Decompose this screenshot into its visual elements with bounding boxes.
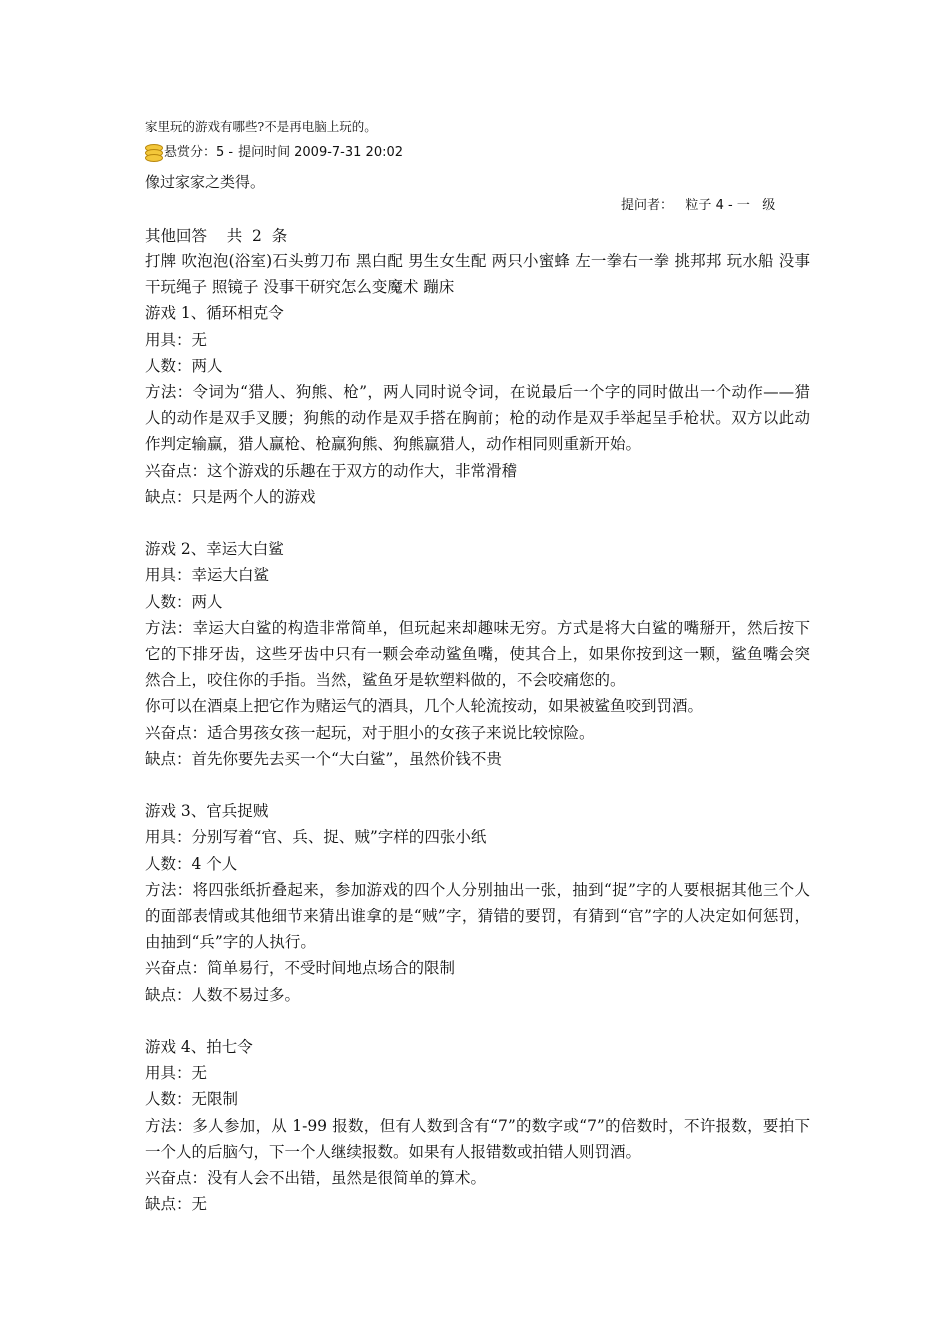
answer-paragraph: 用具：幸运大白鲨 bbox=[145, 566, 270, 585]
answer-paragraph: 兴奋点：简单易行，不受时间地点场合的限制 bbox=[145, 959, 456, 978]
answer-paragraph: 方法：令词为“猎人、狗熊、枪”，两人同时说令词，在说最后一个字的同时做出一个动作——猎人的动作是双手叉腰；狗熊的动作是双手搭在胸前；枪的动作是双手举起呈手枪状。双方以此动作判定输赢，猎人赢枪、枪赢狗熊、狗熊赢猎人，动作相同则重新开始。 bbox=[145, 383, 810, 454]
question-meta bbox=[145, 143, 403, 163]
asker-info bbox=[621, 197, 775, 215]
answer-body bbox=[145, 248, 810, 1217]
answer-paragraph: 人数：4 个人 bbox=[145, 854, 238, 873]
answer-paragraph: 人数：两人 bbox=[145, 356, 223, 375]
answer-paragraph: 游戏 4、拍七令 bbox=[145, 1038, 253, 1057]
answer-paragraph: 用具：无 bbox=[145, 1064, 208, 1083]
asker-name: 粒子 bbox=[685, 198, 712, 213]
question-description: 像过家家之类得。 bbox=[145, 173, 266, 191]
asker-label: 提问者： bbox=[621, 198, 674, 213]
time-value: 2009-7-31 20:02 bbox=[294, 145, 404, 160]
blank-line bbox=[145, 1008, 810, 1034]
asker-level-num: 4 - bbox=[715, 198, 733, 213]
answer-paragraph: 游戏 2、幸运大白鲨 bbox=[145, 540, 284, 559]
answer-paragraph: 人数：两人 bbox=[145, 592, 223, 611]
asker-level-text: 一 级 bbox=[736, 198, 776, 213]
question-block bbox=[145, 118, 810, 136]
answers-header: 其他回答 共 2 条 bbox=[145, 227, 288, 245]
answer-paragraph: 兴奋点：这个游戏的乐趣在于双方的动作大，非常滑稽 bbox=[145, 461, 518, 480]
answer-paragraph: 人数：无限制 bbox=[145, 1090, 239, 1109]
answer-paragraph: 兴奋点：适合男孩女孩一起玩，对于胆小的女孩子来说比较惊险。 bbox=[145, 723, 595, 742]
coin-icon bbox=[144, 143, 162, 163]
time-label: 提问时间 bbox=[238, 145, 291, 160]
answer-paragraph: 游戏 3、官兵捉贼 bbox=[145, 802, 269, 821]
answer-paragraph: 你可以在酒桌上把它作为赌运气的酒具，几个人轮流按动，如果被鲨鱼咬到罚酒。 bbox=[145, 697, 704, 716]
answer-paragraph: 用具：分别写着“官、兵、捉、贼”字样的四张小纸 bbox=[145, 828, 487, 847]
answer-paragraph: 兴奋点：没有人会不出错，虽然是很简单的算术。 bbox=[145, 1169, 487, 1188]
answer-paragraph: 缺点：无 bbox=[145, 1195, 208, 1214]
reward-label: 悬赏分： bbox=[164, 145, 217, 160]
answer-paragraph: 方法：多人参加，从 1-99 报数，但有人数到含有“7”的数字或“7”的倍数时，不许报数，要拍下一个人的后脑勺，下一个人继续报数。如果有人报错数或拍错人则罚酒。 bbox=[145, 1116, 810, 1161]
blank-line bbox=[145, 772, 810, 798]
answer-paragraph: 游戏 1、循环相克令 bbox=[145, 304, 284, 323]
answer-paragraph: 用具：无 bbox=[145, 330, 208, 349]
reward-value: 5 - bbox=[216, 145, 234, 160]
answer-paragraph: 方法：将四张纸折叠起来，参加游戏的四个人分别抽出一张，抽到“捉”字的人要根据其他三个人的面部表情或其他细节来猜出谁拿的是“贼”字，猜错的要罚，有猜到“官”字的人决定如何惩罚，由抽到“兵”字的人执行。 bbox=[145, 880, 810, 952]
answer-paragraph: 缺点：只是两个人的游戏 bbox=[145, 487, 316, 506]
answer-paragraph: 方法：幸运大白鲨的构造非常简单，但玩起来却趣味无穷。方式是将大白鲨的嘴掰开，然后按下它的下排牙齿，这些牙齿中只有一颗会牵动鲨鱼嘴，使其合上，如果你按到这一颗，鲨鱼嘴会突然合上，咬住你的手指。当然，鲨鱼牙是软塑料做的，不会咬痛您的。 bbox=[145, 618, 810, 690]
question-title: 家里玩的游戏有哪些?不是再电脑上玩的。 bbox=[145, 119, 377, 134]
answer-paragraph: 缺点：首先你要先去买一个“大白鲨”，虽然价钱不贵 bbox=[145, 749, 502, 768]
answer-paragraph: 缺点：人数不易过多。 bbox=[145, 985, 301, 1004]
blank-line bbox=[145, 510, 810, 536]
answer-paragraph: 打牌 吹泡泡(浴室)石头剪刀布 黑白配 男生女生配 两只小蜜蜂 左一拳右一拳 挑邦邦 玩水船 没事干玩绳子 照镜子 没事干研究怎么变魔术 蹦床 bbox=[145, 252, 810, 297]
